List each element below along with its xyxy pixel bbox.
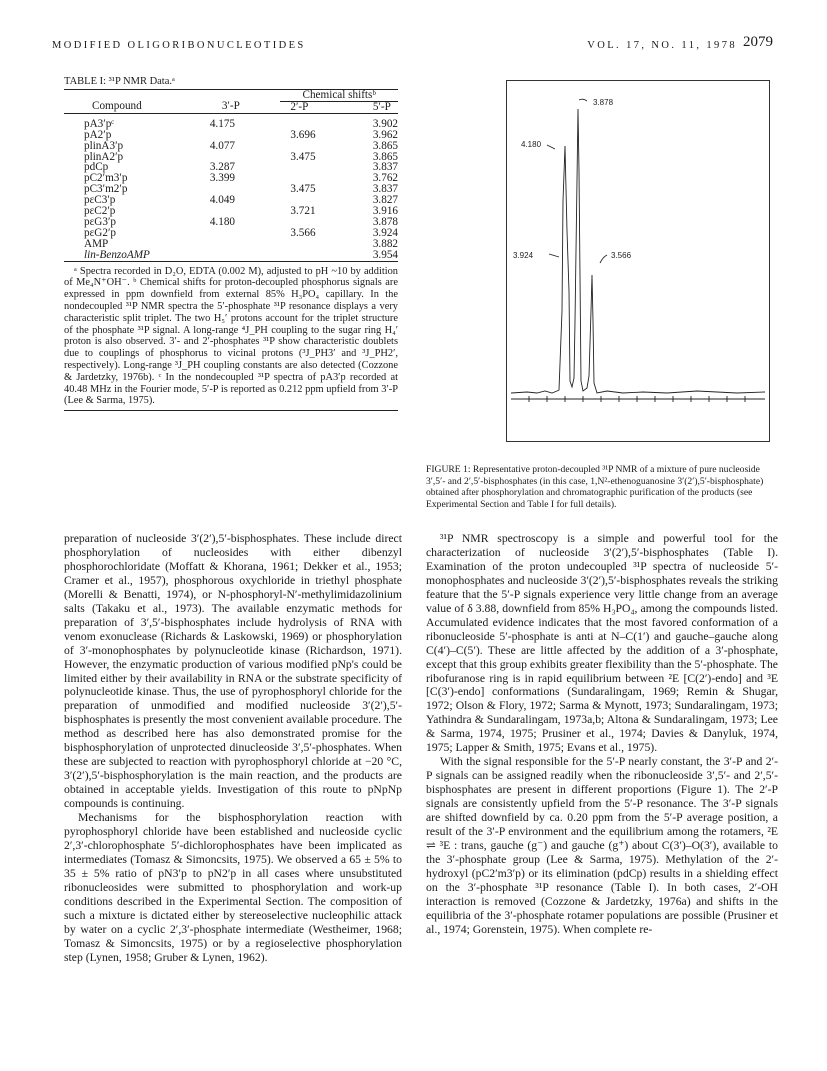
value-cell (280, 250, 358, 261)
value-cell (210, 228, 281, 239)
value-cell: 3.902 (372, 117, 398, 130)
value-cell: 3.399 (209, 172, 235, 185)
value-cell: 3.882 (372, 237, 398, 250)
body-column-right (426, 532, 778, 937)
value-cell: 3.475 (290, 183, 316, 196)
value-cell: 3.475 (290, 150, 316, 163)
nmr-data-table (64, 76, 398, 411)
value-cell: 3.837 (372, 183, 398, 196)
label-leader (600, 255, 607, 263)
value-cell: 3.287 (209, 161, 235, 174)
peak-label: 4.180 (521, 140, 542, 149)
label-leader (549, 254, 559, 257)
col-header-3p: 3′-P (221, 100, 240, 113)
volume-info: VOL. 17, NO. 11, 1978 (587, 40, 737, 51)
value-cell (280, 162, 358, 173)
table-row (64, 119, 398, 130)
compound-cell: pC2′m3′p (84, 172, 128, 185)
compound-cell: pA2′p (84, 128, 112, 141)
table-row (64, 228, 398, 239)
running-title: MODIFIED OLIGORIBONUCLEOTIDES (52, 40, 306, 51)
figure-caption: FIGURE 1: Representative proton-decoupled ³¹P NMR of a mixture of pure nucleoside 3′,5′- and 2′,5′-bisphosphates (in this case, 1,N²-ethenoguanosine 3′(2′),5′-bisphosphate) obtained after phosphorylation and chromatographic purification of the products (see Experimental Section and Table I for full details). (426, 464, 764, 510)
paragraph: preparation of nucleoside 3′(2′),5′-bisphosphates. These include direct phosphorylation of nucleosides with either dibenzyl phosphorochloridate (Moffatt & Khorana, 1961; Dekker et al., 1953; Cramer et al., 1957), phosphorous oxychloride in triethyl phosphate (Morelli & Benatti, 1974), or N-phosphoryl-N′-methylimidazolinium salts (Takaku et al., 1973). The available enzymatic methods for preparation of 3′,5′-bisphosphates include hydrolysis of RNA with venom exonuclease (Richards & Laskowski, 1969) or phosphorylation of 3′-monophosphates by polynucleotide kinase (Richardson, 1971). However, the enzymatic production of various modified pNp's could be limited either by their availability in RNA or the substrate specificity of polynucleotide kinase. Thus, the use of pyrophosphoryl chloride for the preparation of unmodified and modified nucleoside 3′(2′),5′-bisphosphates is presently the most convenient available procedure. The method as described here has also demonstrated promise for the bisphosphorylation of unprotected dinucleoside 3′,5′-phosphates. When these are subjected to reaction with pyrophosphoryl chloride at −20 °C, 3′(2′),5′-bisphosphorylation is the main reaction, and the products are obtained in acceptable yields. Investigation of this route to pNpNp compounds is continuing. (64, 532, 402, 811)
col-header-compound: Compound (92, 100, 142, 113)
compound-cell: pεG2′p (84, 226, 117, 239)
value-cell: 3.837 (372, 161, 398, 174)
compound-cell: AMP (84, 237, 109, 250)
value-cell: 3.827 (372, 194, 398, 207)
col-header-5p: 5′-P (372, 100, 391, 113)
value-cell (210, 250, 281, 261)
compound-cell: plinA3′p (84, 139, 124, 152)
table-row (64, 130, 398, 141)
value-cell (280, 239, 358, 250)
spectrum-trace (511, 109, 765, 393)
table-row (64, 141, 398, 152)
compound-cell: lin-BenzoAMP (84, 248, 150, 261)
value-cell: 3.878 (372, 215, 398, 228)
group-header: Chemical shiftsᵇ (280, 90, 398, 101)
compound-cell: pεC2′p (84, 205, 116, 218)
peak-label: 3.878 (593, 98, 614, 107)
value-cell: 3.696 (290, 128, 316, 141)
value-cell: 4.077 (209, 139, 235, 152)
table-row (64, 250, 398, 261)
col-header-2p: 2′-P (290, 100, 309, 113)
value-cell: 4.175 (209, 117, 235, 130)
body-column-left (64, 532, 402, 965)
peak-label: 3.566 (611, 251, 632, 260)
value-cell: 4.180 (209, 215, 235, 228)
page-number: 2079 (743, 34, 773, 50)
label-leader (547, 145, 555, 149)
value-cell: 3.566 (290, 226, 316, 239)
value-cell: 3.962 (372, 128, 398, 141)
value-cell: 3.916 (372, 205, 398, 218)
spectrum-plot (507, 81, 769, 441)
compound-cell: pA3′pᶜ (84, 117, 115, 130)
paragraph: With the signal responsible for the 5′-P nearly constant, the 3′-P and 2′-P signals can be assigned readily when the ribonucleoside 3′,5′- and 2′,5′-bisphosphates are present in different proportions (Figure 1). The 2′-P signals are consistently upfield from the 5′-P resonance. The 3′-P signals are shifted downfield by ca. 0.20 ppm from the 5′-P average position, a result of the 3′-P environment and the equilibrium among the rotamers, ²E ⇌ ³E : trans, gauche (g⁻) and gauche (g⁺) about C(3′)–O(3′), available to the 3′-phosphate group (Lee & Sarma, 1975). Methylation of the 2′-hydroxyl (pC2′m3′p) or its elimination (pdCp) results in a shielding effect on the 3′-phosphate ³¹P resonance (Table I). In both cases, 2′-OH interaction is removed (Cozzone & Jardetzky, 1976a) and shifts in the equilibria of the 3′-phosphate rotamer populations are possible (Prusiner et al., 1974; Gorenstein, 1975). When complete re- (426, 755, 778, 936)
table-title: TABLE I: ³¹P NMR Data.ᵃ (64, 76, 398, 90)
value-cell: 3.865 (372, 139, 398, 152)
nmr-spectrum-figure (506, 80, 770, 442)
label-leader (579, 99, 587, 101)
paragraph: Mechanisms for the bisphosphorylation reaction with pyrophosphoryl chloride have been established and nucleoside cyclic 2′,3′-chlorophosphate 5′-dichlorophosphates have been implicated as intermediates (Tomasz & Simoncsits, 1975). We observed a 65 ± 5% to 35 ± 5% ratio of pN3′p to pN2′p in all cases where unsubstituted ribonucleosides were submitted to phosphorylation and work-up conditions described in the Experimental Section. The composition of such a mixture is dictated either by stereoselective nucleophilic attack by water on a cyclic 2′,3′-phosphate intermediate (Westheimer, 1968; Tomasz & Simoncsits, 1975) or by a regioselective phosphorylation step (Lynen, 1958; Gruber & Lynen, 1962). (64, 811, 402, 964)
value-cell: 3.721 (290, 205, 316, 218)
value-cell (280, 141, 358, 152)
table-footnote-text: ᵃ Spectra recorded in D₂O, EDTA (0.002 M), adjusted to pH ~10 by addition of Me₄N⁺OH⁻. ᵇ Chemical shifts for proton-decoupled phosphorus signals are expressed in ppm downfield from external 85% H₃PO₄ capillary. In the nondecoupled ³¹P NMR spectra the 5′-phosphate ³¹P resonance displays a very characteristic split triplet. The two H₅′ protons account for the triplet structure of the phosphate ³¹P signal. A long-range ⁴J_PH coupling to the sugar ring H₄′ proton is also observed. 3′- and 2′-phosphates ³¹P show characteristic doublets due to couplings of phosphorus to vicinal protons (³J_PH3′ and ³J_PH2′, respectively). Long-range ³J_PH coupling constants are also detected (Cozzone & Jardetzky, 1976b). ᶜ In the nondecoupled ³¹P spectra of pA3′p recorded at 40.48 MHz in the Fourier mode, 5′-P is reported as 0.212 ppm upfield from 3′-P (Lee & Sarma, 1975). (64, 265, 398, 407)
value-cell: 3.762 (372, 172, 398, 185)
peak-label: 3.924 (513, 251, 534, 260)
value-cell: 3.924 (372, 226, 398, 239)
value-cell (210, 130, 281, 141)
compound-cell: plinA2′p (84, 150, 124, 163)
value-cell (210, 239, 281, 250)
value-cell: 4.049 (209, 194, 235, 207)
table-footnote (64, 266, 398, 408)
compound-cell: pεG3′p (84, 215, 117, 228)
value-cell: 3.954 (372, 248, 398, 261)
paragraph: ³¹P NMR spectroscopy is a simple and powerful tool for the characterization of nucleoside 3′(2′),5′-bisphosphates (Table I). Examination of the proton undecoupled ³¹P spectra of nucleoside 5′-monophosphates and nucleoside 3′(2′),5′-bisphosphates reveals the striking feature that the 5′-P signals experience very little change from an average value of δ 3.88, downfield from 85% H₃PO₄, among the compounds listed. Accumulated evidence indicates that the most favored conformation of a ribonucleoside 5′-phosphate is anti at N–C(1′) and gauche–gauche along C(4′)–C(5′). These are little affected by the addition of a 3′-phosphate, except that this group exhibits greater flexibility than the 5′-phosphate. The ribofuranose ring is in rapid equilibrium between ²E [C(2′)-endo] and ³E [C(3′)-endo] conformations (Sundaralingam, 1969; Remin & Shugar, 1972; Olson & Flory, 1972; Sarma & Mynott, 1973; Sundaralingam, 1973; Yathindra & Sundaralingam, 1973a,b; Altona & Sundaralingam, 1973; Lee & Sarma, 1974, 1975; Prusiner et al., 1974; Davies & Danyluk, 1974, 1975; Lapper & Smith, 1975; Evans et al., 1975). (426, 532, 778, 755)
compound-cell: pεC3′p (84, 194, 116, 207)
compound-cell: pdCp (84, 161, 109, 174)
value-cell: 3.865 (372, 150, 398, 163)
compound-cell: pC3′m2′p (84, 183, 128, 196)
